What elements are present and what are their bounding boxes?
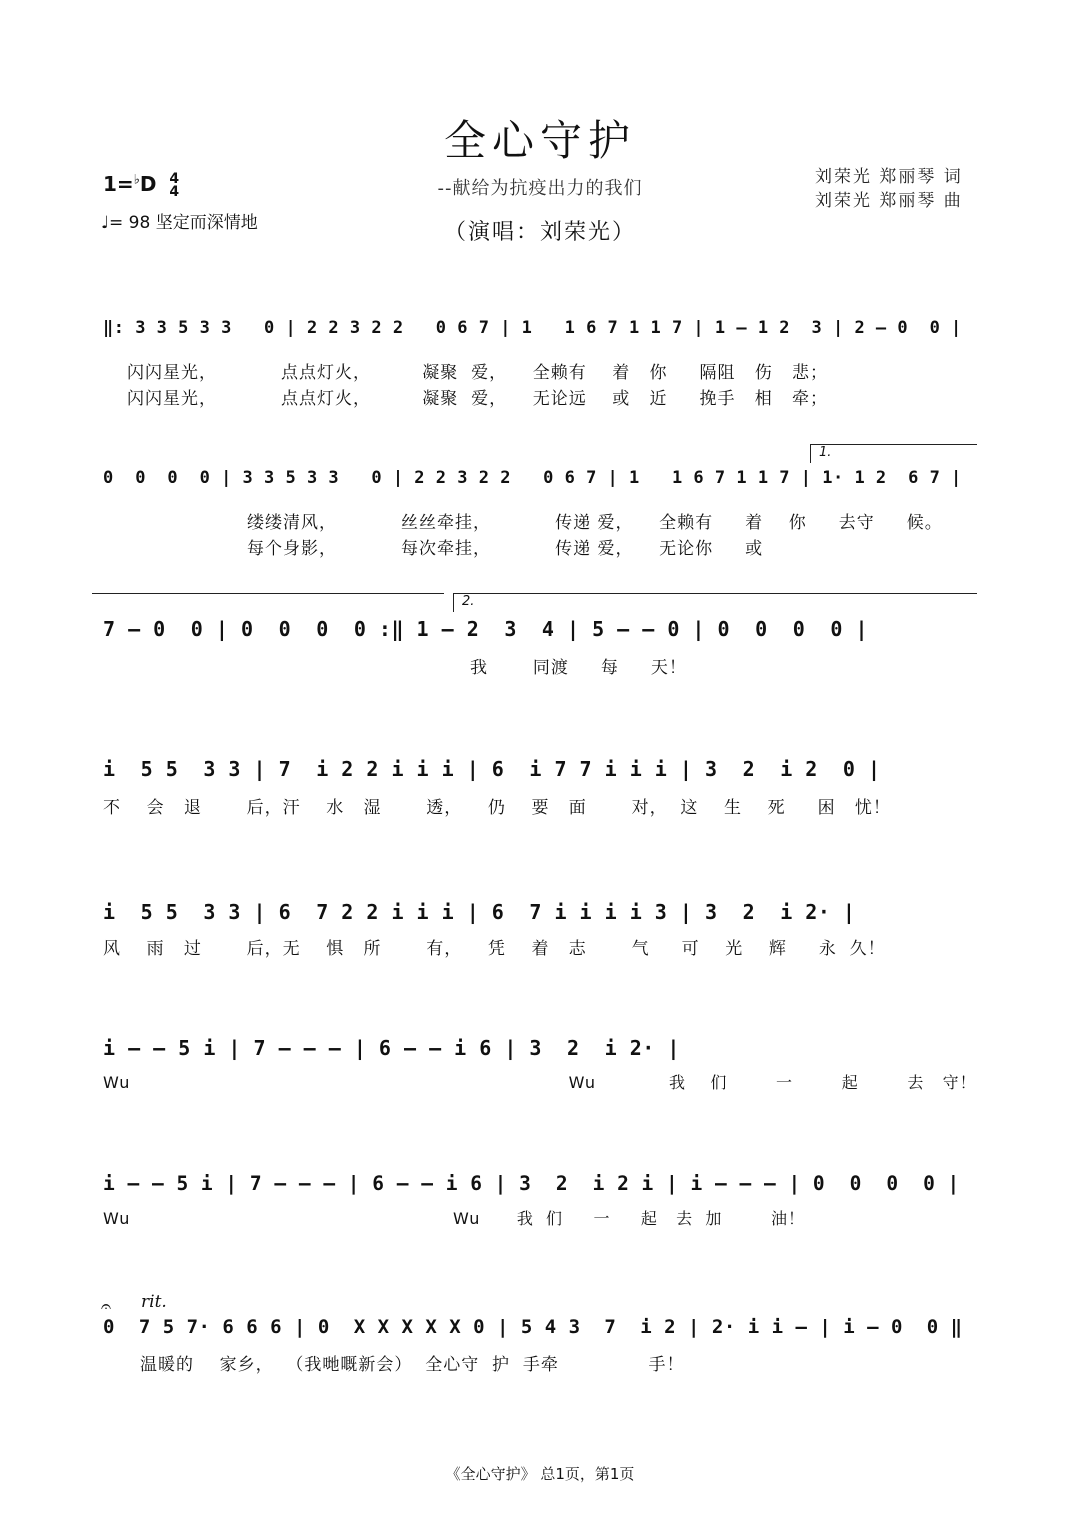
- notation-line: ‖: 3 3 5 3 3 0 | 2 2 3 2 2 0 6 7 | 1 1 6 7 1 1 7 | 1 – 1 2 3 | 2 – 0 0 |: [103, 318, 962, 338]
- notation-line: i 5 5 3 3 | 7 i 2 2 i i i | 6 i 7 7 i i i | 3 2 i 2 0 |: [103, 757, 881, 781]
- tempo-text: = 98 坚定而深情地: [109, 213, 258, 233]
- notation-line: i – – 5 i | 7 – – – | 6 – – i 6 | 3 2 i 2 i | i – – – | 0 0 0 0 |: [103, 1172, 960, 1195]
- notation-line: i – – 5 i | 7 – – – | 6 – – i 6 | 3 2 i 2· |: [103, 1036, 680, 1060]
- notation-line: 0 0 0 0 | 3 3 5 3 3 0 | 2 2 3 2 2 0 6 7 | 1 1 6 7 1 1 7 | 1· 1 2 6 7 |: [103, 468, 962, 488]
- time-bottom: 4: [169, 183, 180, 200]
- volta-number: 1.: [819, 445, 832, 460]
- quarter-note-icon: ♩: [101, 213, 110, 233]
- lyric-line-1: 我 同渡 每 天！: [470, 658, 687, 678]
- lyric-line-1: 风 雨 过 后，无 惧 所 有， 凭 着 志 气 可 光 辉 永 久！: [103, 939, 886, 959]
- lyric-line-2: 每个身影， 每次牵挂， 传递 爱， 无论你 或: [247, 539, 764, 559]
- lyric-line-1: 不 会 退 后，汗 水 湿 透， 仍 要 面 对， 这 生 死 困 忧！: [103, 798, 891, 818]
- notation-line: 7 – 0 0 | 0 0 0 0 :‖ 1 – 2 3 4 | 5 – – 0 | 0 0 0 0 |: [103, 617, 869, 641]
- first-ending-continuation: [92, 593, 444, 612]
- composer-credit: 刘荣光 郑丽琴 曲: [815, 191, 963, 211]
- singer-credit: （演唱：刘荣光）: [443, 220, 636, 245]
- lyric-line-1: 温暖的 家乡， （我哋嘅新会） 全心守 护 手牵 手！: [140, 1355, 685, 1375]
- lyric-line-1: Wu Wu 我 们 一 起 去 加 油！: [103, 1209, 806, 1228]
- lyric-line-1: Wu Wu 我 们 一 起 去 守！: [103, 1073, 977, 1092]
- first-ending-bracket: [810, 444, 977, 463]
- song-subtitle: --献给为抗疫出力的我们: [437, 178, 643, 199]
- notation-line: 0 7 5 7· 6 6 6 | 0 X X X X X 0 | 5 4 3 7 i 2 | 2· i i – | i – 0 0 ‖: [103, 1316, 963, 1338]
- song-title: 全心守护: [443, 116, 636, 165]
- fermata-icon: 𝄐: [101, 1296, 112, 1317]
- second-ending-bracket: [453, 593, 977, 612]
- tempo-marking: [101, 208, 258, 233]
- ritardando-marking: rit.: [141, 1292, 167, 1312]
- key-prefix: 1=: [103, 172, 134, 196]
- key-note: D: [139, 172, 157, 196]
- lyric-line-2: 闪闪星光， 点点灯火， 凝聚 爱， 无论远 或 近 挽手 相 牵；: [127, 389, 828, 409]
- time-top: 4: [169, 170, 180, 187]
- lyric-line-1: 缕缕清风， 丝丝牵挂， 传递 爱， 全赖有 着 你 去守 候。: [247, 513, 943, 533]
- notation-line: i 5 5 3 3 | 6 7 2 2 i i i | 6 7 i i i i 3 | 3 2 i 2· |: [103, 900, 856, 924]
- key-signature: [103, 172, 179, 199]
- flat-sign: ♭: [133, 172, 140, 188]
- lyricist-credit: 刘荣光 郑丽琴 词: [815, 167, 963, 187]
- time-signature: [169, 170, 180, 200]
- volta-number: 2.: [462, 594, 475, 609]
- page-footer: 《全心守护》 总1页，第1页: [445, 1465, 635, 1483]
- lyric-line-1: 闪闪星光， 点点灯火， 凝聚 爱， 全赖有 着 你 隔阻 伤 悲；: [127, 363, 828, 383]
